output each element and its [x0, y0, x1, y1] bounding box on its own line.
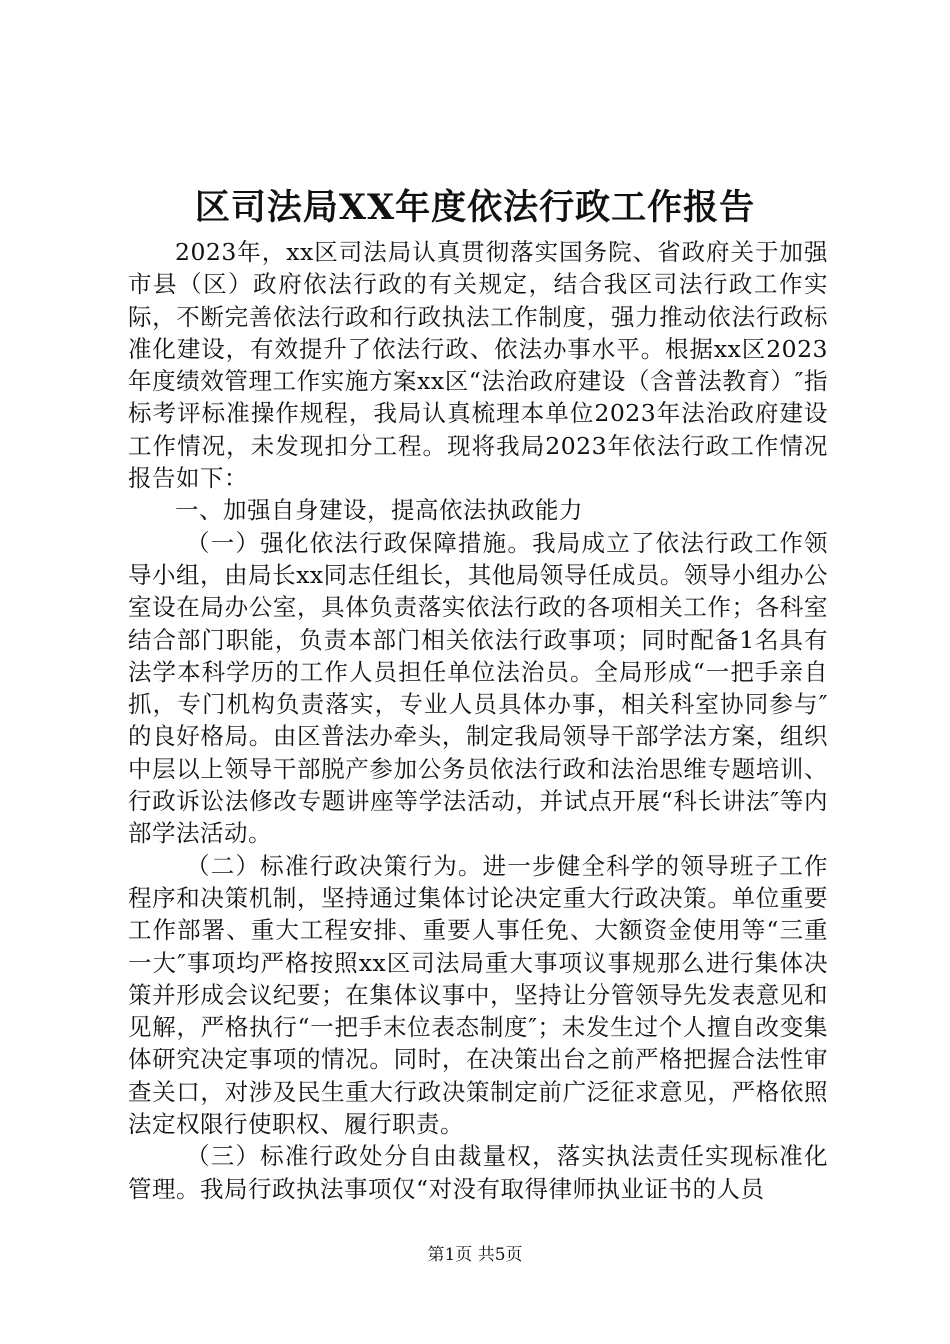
- paragraph-subsection-3: （三）标准行政处分自由裁量权，落实执法责任实现标准化管理。我局行政执法事项仅“对没有取得律师执业证书的人员: [128, 1142, 828, 1203]
- paragraph-subsection-2: （二）标准行政决策行为。进一步健全科学的领导班子工作程序和决策机制，坚持通过集体讨论决定重大行政决策。单位重要工作部署、重大工程安排、重要人事任免、大额资金使用等“三重一大″事项均严格按照xx区司法局重大事项议事规那么进行集体决策并形成会议纪要；在集体议事中，坚持让分管领导先发表意见和见解，严格执行“一把手末位表态制度″；未发生过个人擅自改变集体研究决定事项的情况。同时，在决策出台之前严格把握合法性审查关口，对涉及民生重大行政决策制定前广泛征求意见，严格依照法定权限行使职权、履行职责。: [128, 851, 828, 1139]
- page-number: 第1页 共5页: [427, 1245, 523, 1265]
- paragraph-subsection-1: （一）强化依法行政保障措施。我局成立了依法行政工作领导小组，由局长xx同志任组长，其他局领导任成员。领导小组办公室设在局办公室，具体负责落实依法行政的各项相关工作；各科室结合部门职能，负责本部门相关依法行政事项；同时配备1名具有法学本科学历的工作人员担任单位法治员。全局形成“一把手亲自抓，专门机构负责落实，专业人员具体办事，相关科室协同参与″的良好格局。由区普法办牵头，制定我局领导干部学法方案，组织中层以上领导干部脱产参加公务员依法行政和法治思维专题培训、行政诉讼法修改专题讲座等学法活动，并试点开展“科长讲法″等内部学法活动。: [128, 528, 828, 848]
- document-title: 区司法局XX年度依法行政工作报告: [194, 187, 756, 228]
- document-body: [128, 236, 828, 1205]
- section-heading-1: 一、加强自身建设，提高依法执政能力: [175, 496, 583, 525]
- paragraph-intro: 2023年，xx区司法局认真贯彻落实国务院、省政府关于加强市县（区）政府依法行政的有关规定，结合我区司法行政工作实际，不断完善依法行政和行政执法工作制度，强力推动依法行政标准化建设，有效提升了依法行政、依法办事水平。根据xx区2023年度绩效管理工作实施方案xx区“法治政府建设（含普法教育）″指标考评标准操作规程，我局认真梳理本单位2023年法治政府建设工作情况，未发现扣分工程。现将我局2023年依法行政工作情况报告如下：: [128, 238, 828, 493]
